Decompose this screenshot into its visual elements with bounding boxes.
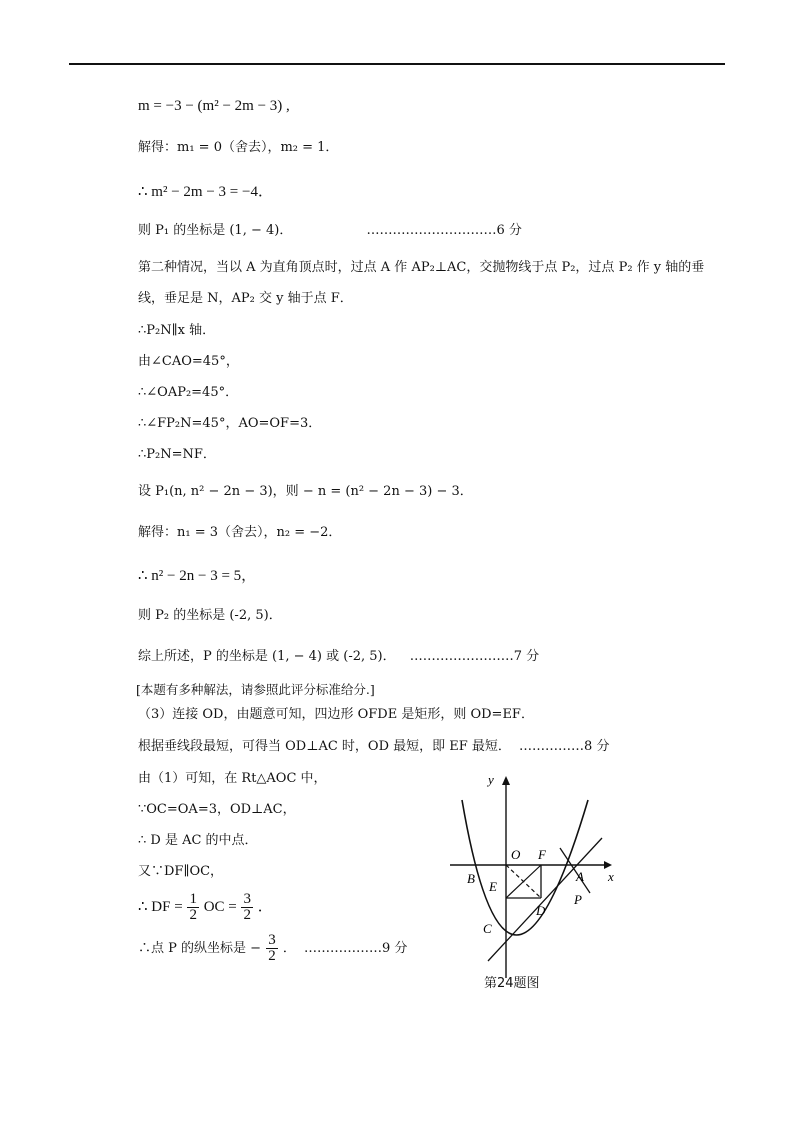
solve-line-2: 解得：n₁ = 3（舍去），n₂ = −2． bbox=[138, 525, 342, 540]
label-d: D bbox=[536, 903, 546, 918]
fraction-denominator: 2 bbox=[189, 907, 197, 924]
case-two-line-cont: 线，垂足是 N，AP₂ 交 y 轴于点 F． bbox=[138, 291, 353, 306]
label-x: x bbox=[608, 869, 614, 884]
grading-note: [本题有多种解法，请参照此评分标准给分.] bbox=[136, 682, 375, 697]
label-e: E bbox=[489, 879, 497, 894]
p1-coordinate-line bbox=[138, 222, 522, 240]
oc-oa-line: ∵OC=OA=3，OD⊥AC， bbox=[138, 802, 296, 817]
triangle-line: 由（1）可知，在 Rt△AOC 中， bbox=[138, 771, 327, 786]
df-parallel-line: 又∵DF∥OC， bbox=[138, 864, 224, 879]
fraction-half bbox=[187, 892, 199, 923]
parabola-curve bbox=[462, 800, 588, 935]
p-ordinate-line bbox=[138, 932, 407, 966]
y-axis-arrow bbox=[502, 776, 510, 785]
solve-line-1: 解得：m₁ = 0（舍去），m₂ = 1． bbox=[138, 140, 339, 155]
parabola-figure bbox=[440, 768, 640, 998]
parallel-line: ∴P₂N∥x 轴． bbox=[138, 323, 216, 338]
period: ． bbox=[282, 941, 296, 956]
x-axis-arrow bbox=[604, 861, 612, 869]
oc-text: OC = bbox=[203, 899, 237, 915]
df-value-line bbox=[138, 890, 273, 924]
p-ordinate-text: ∴点 P 的纵坐标是 − bbox=[138, 941, 262, 956]
df-text: ∴ DF = bbox=[138, 899, 183, 915]
part-three-line: （3）连接 OD，由题意可知，四边形 OFDE 是矩形，则 OD=EF． bbox=[138, 707, 534, 722]
figure-caption: 第24题图 bbox=[484, 976, 540, 991]
eq-line-1: m = −3 − (m² − 2m − 3) , bbox=[138, 98, 290, 114]
angle-cao-line: 由∠CAO=45°， bbox=[138, 354, 239, 369]
summary-text: 综上所述，P 的坐标是 (1, − 4) 或 (-2, 5)． bbox=[138, 649, 396, 664]
score-6: …………………………6 分 bbox=[366, 223, 522, 238]
p1-coordinate-text: 则 P₁ 的坐标是 (1, − 4)． bbox=[138, 223, 293, 238]
angle-fpn-line: ∴∠FP₂N=45°，AO=OF=3． bbox=[138, 416, 322, 431]
p2-coordinate-line: 则 P₂ 的坐标是 (-2, 5)． bbox=[138, 608, 282, 623]
shortest-text: 根据垂线段最短，可得当 OD⊥AC 时，OD 最短，即 EF 最短． bbox=[138, 739, 511, 754]
eq-line-3: ∴ m² − 2m − 3 = −4． bbox=[138, 184, 273, 200]
fraction-neg-three-halves bbox=[266, 933, 278, 964]
score-9: ………………9 分 bbox=[303, 941, 408, 956]
label-f: F bbox=[538, 847, 546, 862]
fraction-numerator: 1 bbox=[189, 891, 197, 908]
angle-oap-line: ∴∠OAP₂=45°． bbox=[138, 385, 239, 400]
fraction-denominator: 2 bbox=[268, 948, 276, 964]
label-a: A bbox=[576, 869, 584, 884]
period: ． bbox=[257, 899, 273, 915]
shortest-line bbox=[138, 738, 609, 756]
eq-line-14: ∴ n² − 2n − 3 = 5， bbox=[138, 568, 257, 584]
header-rule bbox=[69, 63, 725, 65]
fraction-numerator: 3 bbox=[268, 932, 276, 948]
case-two-line: 第二种情况，当以 A 为直角顶点时，过点 A 作 AP₂⊥AC，交抛物线于点 P₂，过点 P₂ 作 y 轴的垂 bbox=[138, 260, 705, 275]
label-y: y bbox=[488, 772, 494, 787]
score-7: ……………………7 分 bbox=[409, 649, 540, 664]
p2n-nf-line: ∴P₂N=NF． bbox=[138, 447, 216, 462]
summary-line bbox=[138, 648, 539, 666]
fraction-numerator: 3 bbox=[243, 891, 251, 908]
fraction-three-halves bbox=[241, 892, 253, 923]
fraction-denominator: 2 bbox=[243, 907, 251, 924]
label-b: B bbox=[467, 871, 475, 886]
label-p: P bbox=[574, 892, 582, 907]
label-c: C bbox=[483, 921, 492, 936]
label-o: O bbox=[511, 847, 521, 862]
score-8: ……………8 分 bbox=[519, 739, 610, 754]
midpoint-line: ∴ D 是 AC 的中点． bbox=[138, 833, 258, 848]
set-p1-line: 设 P₁(n, n² − 2n − 3)，则 − n = (n² − 2n − 3) − 3． bbox=[138, 484, 473, 499]
